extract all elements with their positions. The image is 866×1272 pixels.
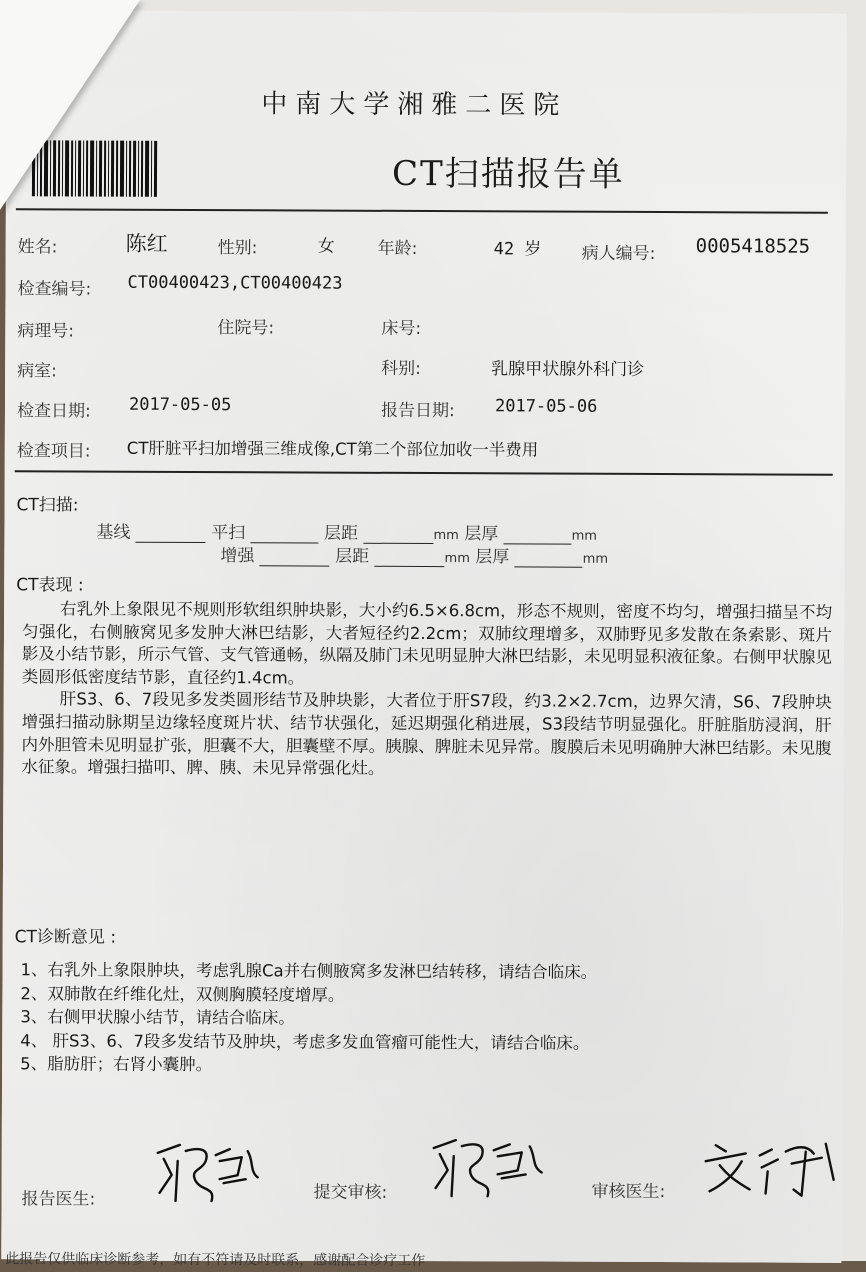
footer-note: 此报告仅供临床诊断参考，如有不符请及时联系，感谢配合诊疗工作 bbox=[5, 1251, 426, 1270]
exam-no: CT00400423,CT00400423 bbox=[127, 272, 343, 294]
folded-corner bbox=[0, 0, 140, 210]
scan-params-row2 bbox=[220, 541, 608, 568]
age-label: 年龄: bbox=[377, 238, 418, 259]
patient-name: 陈红 bbox=[125, 231, 168, 256]
diagnosis-item: 1、右乳外上象限肿块，考虑乳腺Ca并右侧腋窝多发淋巴结转移，请结合临床。 bbox=[20, 960, 598, 982]
report-doctor-label: 报告医生: bbox=[21, 1189, 96, 1210]
scan-heading: CT扫描: bbox=[16, 495, 79, 516]
exam-date-label: 检查日期: bbox=[16, 401, 91, 422]
ward-label: 病室: bbox=[17, 361, 57, 382]
submit-review-signature bbox=[428, 1130, 558, 1206]
findings-heading: CT表现 : bbox=[16, 575, 84, 596]
findings-paragraph-1: 右乳外上象限见不规则形软组织肿块影，大小约6.5×6.8cm，形态不规则，密度不均匀，增强扫描呈不均匀强化，右侧腋窝见多发肿大淋巴结影，大者短径约2.2cm；双肺纹理增多，双肺野见多发散在条索影、斑片影及小结节影，所示气管、支气管通畅，纵隔及肺门未见明显肿大淋巴结影，未见明显积液征象。右侧甲状腺见类圆形低密度结节影，直径约1.4cm。 bbox=[21, 599, 833, 688]
plain-label: 平扫 bbox=[211, 523, 246, 544]
dept-label: 科别: bbox=[381, 358, 421, 379]
exam-no-label: 检查编号: bbox=[17, 279, 92, 300]
patient-no-label: 病人编号: bbox=[581, 243, 656, 265]
exam-date: 2017-05-05 bbox=[128, 394, 232, 416]
enhanced-label: 增强 bbox=[220, 546, 255, 567]
mm-unit: mm bbox=[444, 551, 470, 567]
exam-item-label: 检查项目: bbox=[16, 441, 91, 462]
diagnosis-item: 5、脂肪肝；右肾小囊肿。 bbox=[20, 1054, 213, 1075]
thickness-label-2: 层厚 bbox=[475, 547, 510, 568]
spacing-label-1: 层距 bbox=[324, 523, 359, 544]
mm-unit: mm bbox=[571, 528, 597, 544]
info-divider bbox=[15, 470, 833, 476]
patient-no: 0005418525 bbox=[695, 235, 811, 258]
sex-label: 性别: bbox=[217, 238, 258, 259]
review-doctor-signature bbox=[702, 1131, 842, 1202]
name-label: 姓名: bbox=[17, 237, 58, 258]
report-date: 2017-05-06 bbox=[494, 396, 598, 417]
bed-label: 床号: bbox=[381, 318, 422, 339]
baseline-label: 基线 bbox=[96, 522, 131, 543]
diagnosis-list bbox=[20, 958, 597, 1078]
department: 乳腺甲状腺外科门诊 bbox=[491, 359, 645, 380]
findings-text bbox=[21, 598, 832, 782]
hospital-name: 中南大学湘雅二医院 bbox=[261, 89, 568, 121]
pathology-label: 病理号: bbox=[17, 321, 75, 342]
submit-review-label: 提交审核: bbox=[313, 1182, 388, 1203]
report-doctor-signature bbox=[149, 1131, 269, 1212]
report-date-label: 报告日期: bbox=[380, 400, 455, 422]
report-title: CT扫描报告单 bbox=[391, 153, 625, 195]
thickness-label-1: 层厚 bbox=[464, 524, 499, 545]
diagnosis-heading: CT诊断意见 : bbox=[14, 927, 117, 948]
diagnosis-item: 4、 肝S3、6、7段多发结节及肿块，考虑多发血管瘤可能性大，请结合临床。 bbox=[20, 1030, 590, 1053]
exam-item: CT肝脏平扫加增强三维成像,CT第二个部位加收一半费用 bbox=[126, 438, 539, 460]
review-doctor-label: 审核医生: bbox=[591, 1181, 666, 1203]
inpatient-label: 住院号: bbox=[217, 318, 275, 339]
mm-unit: mm bbox=[582, 551, 609, 567]
spacing-label-2: 层距 bbox=[335, 546, 370, 567]
patient-age: 42 岁 bbox=[493, 239, 542, 260]
patient-sex: 女 bbox=[317, 236, 335, 257]
diagnosis-item: 2、双肺散在纤维化灶，双侧胸膜轻度增厚。 bbox=[20, 983, 345, 1005]
mm-unit: mm bbox=[433, 528, 459, 544]
findings-paragraph-2: 肝S3、6、7段见多发类圆形结节及肿块影，大者位于肝S7段，约3.2×2.7cm，边界欠清，S6、7段肿块增强扫描动脉期呈边缘轻度斑片状、结节状强化，延迟期强化稍进展，S3段结节明显强化。肝脏脂肪浸润，肝内外胆管未见明显扩张，胆囊不大，胆囊壁不厚。胰腺、脾脏未见异常。腹膜后未见明确肿大淋巴结影。未见腹水征象。增强扫描叩、脾、胰、未见异常强化灶。 bbox=[21, 689, 832, 778]
diagnosis-item: 3、右侧甲状腺小结节，请结合临床。 bbox=[20, 1007, 295, 1028]
